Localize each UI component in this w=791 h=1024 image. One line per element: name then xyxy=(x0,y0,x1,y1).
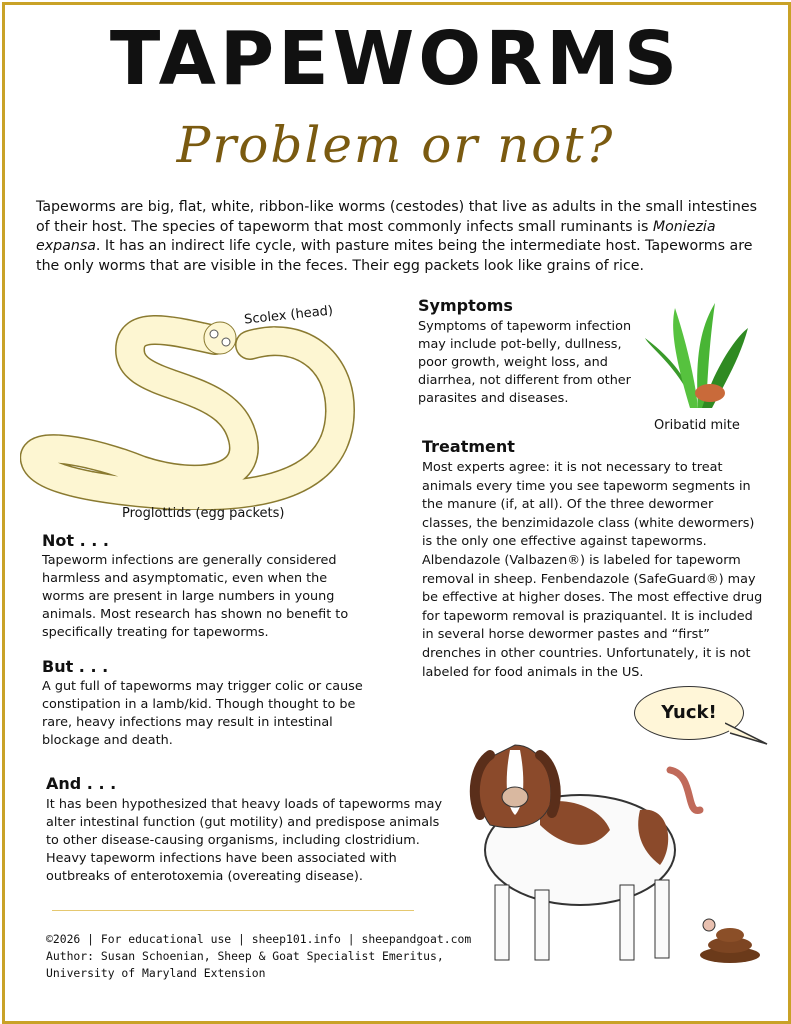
goat-illustration xyxy=(460,735,720,975)
treatment-text: Most experts agree: it is not necessary to treat animals every time you see tapeworm segments in the manure (if, at all). Of the three dewormer classes, the benzimidazole class (white dewormers) is the only one effective against tapeworms. Albendazole (Valbazen®) is labeled for tapeworm removal in sheep. Fenbendazole (SafeGuard®) may be effective at higher doses. The most effective drug for tapeworm removal is praziquantel. It is included in several horse dewormer pastes and “first” drenches in other countries. Unfortunately, it is not labeled for food animals in the US. xyxy=(422,460,763,680)
intro-paragraph: Tapeworms are big, flat, white, ribbon-like worms (cestodes) that live as adults in the small intestines of their host. The species of tapeworm that most commonly infects small ruminants is Moniezia expansa. It has an indirect life cycle, with pasture mites being the intermediate host. Tapeworms are the only worms that are visible in the feces. Their egg packets look like grains of rice. xyxy=(36,199,757,274)
not-text: Tapeworm infections are generally considered harmless and asymptomatic, even when the worms are present in large numbers in young animals. Most research has shown no benefit to specifically treating for tapeworms. xyxy=(42,553,349,640)
manure-pile-illustration xyxy=(695,905,765,965)
speech-bubble-tail xyxy=(725,718,770,748)
speech-bubble: Yuck! xyxy=(634,686,744,740)
not-heading: Not . . . xyxy=(42,531,109,550)
page-title: TAPEWORMS xyxy=(109,16,682,102)
page-subtitle: Problem or not? xyxy=(176,116,615,174)
symptoms-text: Symptoms of tapeworm infection may include pot-belly, dullness, poor growth, weight loss, and diarrhea, not different from other parasites and diseases. xyxy=(418,319,632,406)
scolex-label: Scolex (head) xyxy=(243,303,334,328)
and-text: It has been hypothesized that heavy loads of tapeworms may alter intestinal function (gut motility) and predispose animals to other disease-causing organisms, including clostridium. Heavy tapeworm infections have been associated with outbreaks of enterotoxemia (overeating disease). xyxy=(46,797,443,884)
symptoms-heading: Symptoms xyxy=(418,296,513,315)
but-heading: But . . . xyxy=(42,657,109,676)
but-text: A gut full of tapeworms may trigger colic or cause constipation in a lamb/kid. Though thought to be rare, heavy infections may result in intestinal blockage and death. xyxy=(42,679,363,748)
proglottids-label: Proglottids (egg packets) xyxy=(122,506,285,521)
mite-label: Oribatid mite xyxy=(654,418,740,433)
oribatid-mite-illustration xyxy=(640,298,750,413)
footer: ©2026 | For educational use | sheep101.info | sheepandgoat.com Author: Susan Schoenian, Sheep & Goat Specialist Emeritus, University of Maryland Extension xyxy=(46,932,472,980)
treatment-heading: Treatment xyxy=(422,437,515,456)
footer-divider xyxy=(52,910,414,911)
and-heading: And . . . xyxy=(46,774,117,793)
species-name: Moniezia expansa xyxy=(36,218,716,254)
tapeworm-illustration xyxy=(20,300,370,510)
